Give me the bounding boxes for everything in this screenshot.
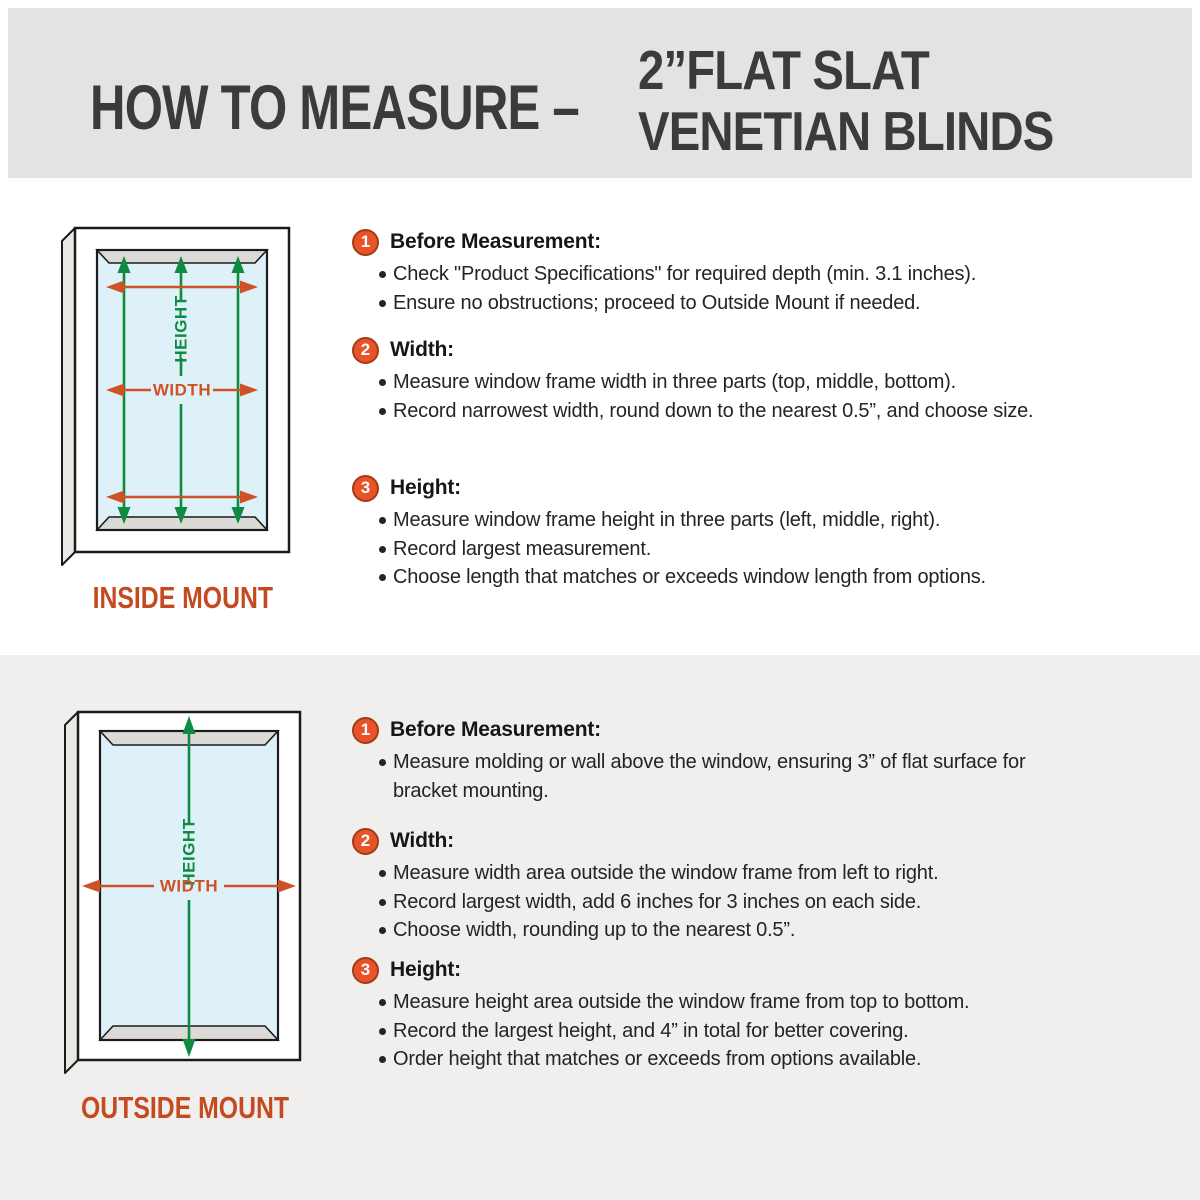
outside-step-before-measurement xyxy=(352,716,1157,805)
step-number-badge: 2 xyxy=(352,337,379,364)
bullet-item: Measure molding or wall above the window, ensuring 3” of flat surface for bracket mounting. xyxy=(352,748,1083,805)
width-label: WIDTH xyxy=(152,380,212,400)
bullet-item: Record largest measurement. xyxy=(352,535,1157,564)
bullet-item: Record largest width, add 6 inches for 3 inches on each side. xyxy=(352,888,1157,917)
outside-step-height xyxy=(352,956,1157,1074)
height-label: HEIGHT xyxy=(179,818,199,886)
header-band xyxy=(8,8,1192,178)
bullet-item: Check "Product Specifications" for required depth (min. 3.1 inches). xyxy=(352,260,1157,289)
window-depth-edge xyxy=(65,712,78,1073)
step-heading: Before Measurement: xyxy=(390,230,601,253)
outside-mount-window-diagram xyxy=(50,700,320,1095)
bullet-item: Measure window frame width in three parts (top, middle, bottom). xyxy=(352,368,1157,397)
height-label: HEIGHT xyxy=(171,295,191,363)
step-number-badge: 3 xyxy=(352,957,379,984)
inside-mount-window-diagram xyxy=(52,212,302,580)
step-heading: Width: xyxy=(390,829,454,852)
bullet-item: Order height that matches or exceeds from options available. xyxy=(352,1045,1157,1074)
step-number-badge: 2 xyxy=(352,828,379,855)
step-heading: Height: xyxy=(390,476,461,499)
subtitle-line-1: 2”FLAT SLAT xyxy=(638,39,929,101)
page-subtitle xyxy=(638,40,1053,162)
bullet-item: Ensure no obstructions; proceed to Outside Mount if needed. xyxy=(352,289,1157,318)
step-heading: Width: xyxy=(390,338,454,361)
inside-mount-caption: INSIDE MOUNT xyxy=(92,580,273,615)
bullet-item: Record narrowest width, round down to the nearest 0.5”, and choose size. xyxy=(352,397,1053,426)
step-number-badge: 1 xyxy=(352,717,379,744)
step-number-badge: 1 xyxy=(352,229,379,256)
inside-step-width xyxy=(352,336,1157,425)
bullet-item: Measure width area outside the window frame from left to right. xyxy=(352,859,1157,888)
step-heading: Height: xyxy=(390,958,461,981)
width-label: WIDTH xyxy=(159,876,219,896)
step-heading: Before Measurement: xyxy=(390,718,601,741)
inside-step-before-measurement xyxy=(352,228,1157,317)
outside-mount-caption: OUTSIDE MOUNT xyxy=(80,1090,290,1125)
bullet-item: Record the largest height, and 4” in total for better covering. xyxy=(352,1017,1157,1046)
bullet-item: Measure height area outside the window frame from top to bottom. xyxy=(352,988,1157,1017)
step-number-badge: 3 xyxy=(352,475,379,502)
window-depth-edge xyxy=(62,228,75,565)
inside-step-height xyxy=(352,474,1157,592)
bullet-item: Choose length that matches or exceeds window length from options. xyxy=(352,563,1157,592)
page-title: HOW TO MEASURE – xyxy=(90,73,579,143)
subtitle-line-2: VENETIAN BLINDS xyxy=(638,100,1054,162)
bullet-item: Measure window frame height in three parts (left, middle, right). xyxy=(352,506,1157,535)
bullet-item: Choose width, rounding up to the nearest 0.5”. xyxy=(352,916,1157,945)
outside-step-width xyxy=(352,827,1157,945)
